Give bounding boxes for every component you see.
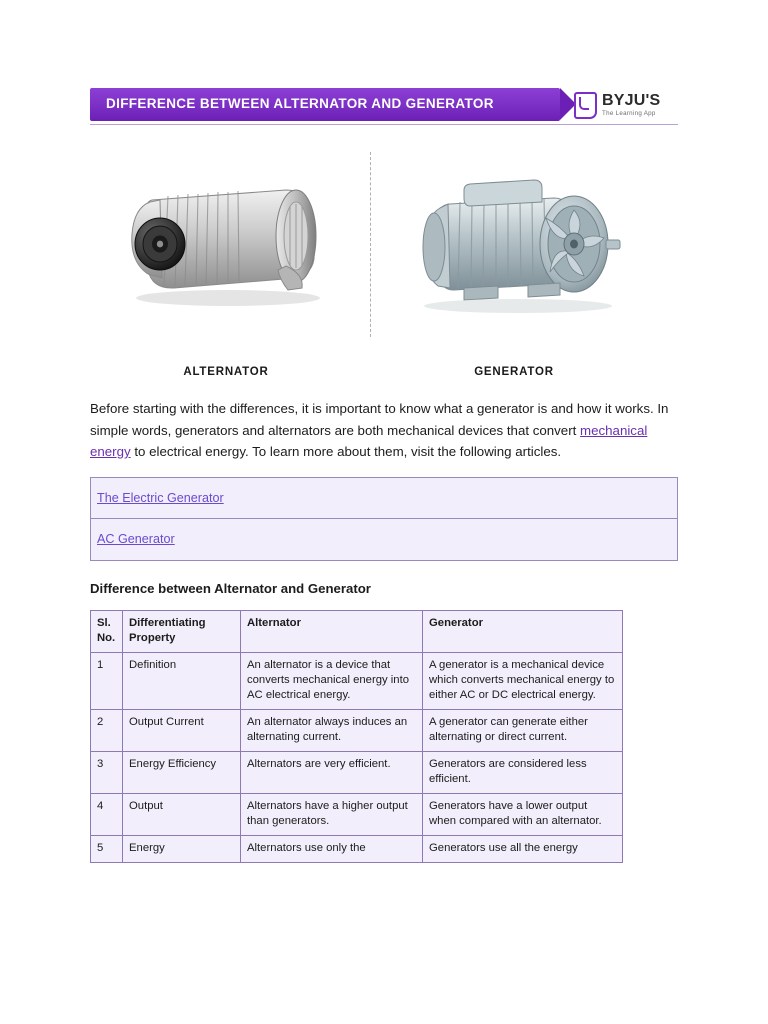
comparison-table	[90, 610, 623, 863]
cell-generator: A generator is a mechanical device which converts mechanical energy to either AC or DC electrical energy.	[423, 652, 623, 709]
cell-property: Output Current	[123, 709, 241, 751]
figure-caption-alternator: ALTERNATOR	[183, 366, 269, 378]
link-the-electric-generator[interactable]: The Electric Generator	[97, 490, 224, 505]
table-header-property: Differentiating Property	[123, 610, 241, 652]
header-divider	[90, 124, 678, 125]
table-header-alternator: Alternator	[241, 610, 423, 652]
byjus-logo	[574, 88, 678, 122]
cell-alternator: Alternators are very efficient.	[241, 751, 423, 793]
cell-sl: 3	[91, 751, 123, 793]
cell-generator: Generators use all the energy	[423, 835, 623, 862]
alternator-illustration	[90, 148, 362, 338]
cell-property: Energy Efficiency	[123, 751, 241, 793]
cell-alternator: An alternator is a device that converts mechanical energy into AC electrical energy.	[241, 652, 423, 709]
cell-alternator: Alternators have a higher output than generators.	[241, 793, 423, 835]
cell-property: Output	[123, 793, 241, 835]
figure-generator	[378, 142, 650, 392]
figure-caption-generator: GENERATOR	[474, 366, 554, 378]
document-header	[90, 88, 678, 128]
table-header-sl: Sl. No.	[91, 610, 123, 652]
intro-paragraph	[90, 398, 678, 463]
logo-tagline: The Learning App	[602, 109, 656, 117]
cell-sl: 5	[91, 835, 123, 862]
table-row	[91, 709, 623, 751]
intro-text-part2: to electrical energy. To learn more about them, visit the following articles.	[130, 444, 562, 460]
table-header-row	[91, 610, 623, 652]
byjus-logo-text	[602, 93, 660, 117]
link-box-ac-generator[interactable]	[90, 519, 678, 561]
cell-sl: 4	[91, 793, 123, 835]
cell-sl: 1	[91, 652, 123, 709]
logo-name: BYJU'S	[602, 91, 661, 109]
intro-text-part1: Before starting with the differences, it is important to know what a generator is and how it works. In simple words, generators and alternators are both mechanical devices that convert	[90, 401, 669, 438]
generator-illustration	[378, 148, 650, 338]
section-title: Difference between Alternator and Generator	[90, 580, 371, 596]
cell-sl: 2	[91, 709, 123, 751]
cell-alternator: An alternator always induces an alternating current.	[241, 709, 423, 751]
page-title: DIFFERENCE BETWEEN ALTERNATOR AND GENERATOR	[106, 96, 494, 111]
table-row	[91, 652, 623, 709]
table-header-generator: Generator	[423, 610, 623, 652]
title-banner	[90, 88, 560, 121]
table-row	[91, 751, 623, 793]
link-ac-generator[interactable]: AC Generator	[97, 532, 175, 547]
table-row	[91, 835, 623, 862]
cell-generator: Generators have a lower output when compared with an alternator.	[423, 793, 623, 835]
cell-generator: A generator can generate either alternating or direct current.	[423, 709, 623, 751]
mechanical-energy-link[interactable]: mechanical energy	[90, 422, 648, 460]
cell-property: Energy	[123, 835, 241, 862]
table-row	[91, 793, 623, 835]
link-box-electric-generator[interactable]	[90, 477, 678, 519]
byjus-logo-icon	[574, 92, 597, 119]
cell-alternator: Alternators use only the	[241, 835, 423, 862]
figure-alternator	[90, 142, 362, 392]
cell-property: Definition	[123, 652, 241, 709]
figure-row	[90, 142, 678, 392]
figure-divider	[370, 152, 371, 337]
cell-generator: Generators are considered less efficient.	[423, 751, 623, 793]
document-content	[90, 88, 678, 863]
